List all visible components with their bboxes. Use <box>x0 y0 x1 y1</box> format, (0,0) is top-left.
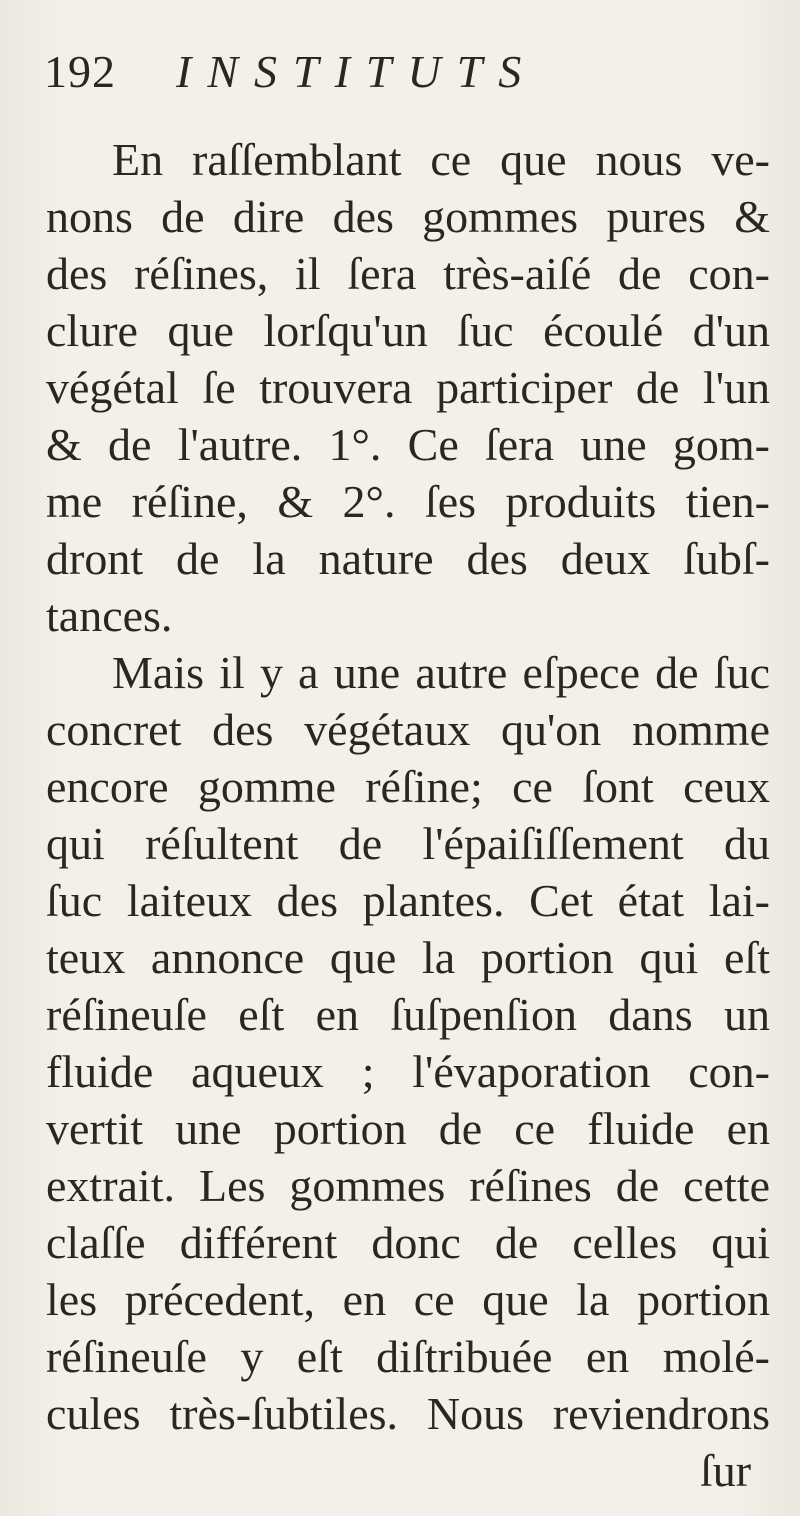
page-header <box>44 42 744 102</box>
text-line: cules très-ſubtiles. Nous reviendrons <box>46 1388 770 1439</box>
text-line: En raſſemblant ce que nous ve- <box>112 134 770 185</box>
text-line: clure que lorſqu'un ſuc écoulé d'un <box>46 305 770 356</box>
text-line: les précedent, en ce que la portion <box>46 1274 770 1325</box>
text-line: & de l'autre. 1°. Ce ſera une gom- <box>46 419 770 470</box>
text-line: tances. <box>46 590 173 641</box>
page-number: 192 <box>44 46 116 97</box>
text-line: qui réſultent de l'épaiſiſſement du <box>46 818 770 869</box>
text-line: ſuc laiteux des plantes. Cet état lai- <box>46 875 770 926</box>
running-head: INSTITUTS <box>176 46 538 97</box>
text-line: concret des végétaux qu'on nomme <box>46 704 770 755</box>
text-line: végétal ſe trouvera participer de l'un <box>46 362 770 413</box>
text-line: dront de la nature des deux ſubſ- <box>46 533 770 584</box>
text-line: fluide aqueux ; l'évaporation con- <box>46 1046 770 1097</box>
text-line: Mais il y a une autre eſpece de ſuc <box>112 647 770 698</box>
catchword: ſur <box>700 1445 752 1496</box>
text-line: nons de dire des gommes pures & <box>46 191 770 242</box>
text-line: réſineuſe eſt en ſuſpenſion dans un <box>46 989 770 1040</box>
text-line: des réſines, il ſera très-aiſé de con- <box>46 248 770 299</box>
text-line: extrait. Les gommes réſines de cette <box>46 1160 770 1211</box>
text-line: vertit une portion de ce fluide en <box>46 1103 770 1154</box>
text-line: encore gomme réſine; ce ſont ceux <box>46 761 770 812</box>
text-line: me réſine, & 2°. ſes produits tien- <box>46 476 770 527</box>
text-line: teux annonce que la portion qui eſt <box>46 932 770 983</box>
text-line: claſſe différent donc de celles qui <box>46 1217 770 1268</box>
text-line: réſineuſe y eſt diſtribuée en molé- <box>46 1331 770 1382</box>
